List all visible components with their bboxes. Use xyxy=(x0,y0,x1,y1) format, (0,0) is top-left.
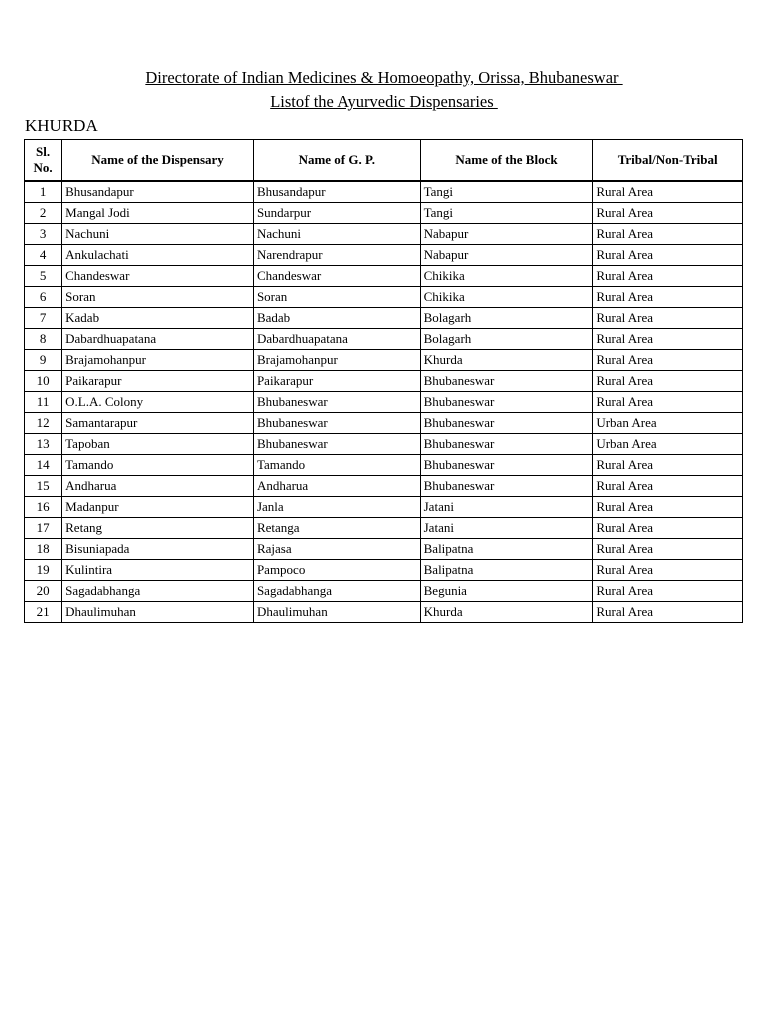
column-header-tribal: Tribal/Non-Tribal xyxy=(593,140,743,182)
cell-block-name: Begunia xyxy=(420,581,593,602)
cell-sl-no: 9 xyxy=(25,350,62,371)
table-row xyxy=(25,245,743,266)
cell-sl-no: 7 xyxy=(25,308,62,329)
cell-tribal-status: Rural Area xyxy=(593,581,743,602)
table-row xyxy=(25,560,743,581)
table-row xyxy=(25,203,743,224)
cell-tribal-status: Rural Area xyxy=(593,539,743,560)
table-row xyxy=(25,602,743,623)
cell-sl-no: 8 xyxy=(25,329,62,350)
cell-gp-name: Bhubaneswar xyxy=(253,434,420,455)
table-row xyxy=(25,371,743,392)
cell-sl-no: 13 xyxy=(25,434,62,455)
dispensary-table xyxy=(24,139,743,623)
cell-tribal-status: Rural Area xyxy=(593,329,743,350)
table-row xyxy=(25,308,743,329)
cell-sl-no: 12 xyxy=(25,413,62,434)
cell-block-name: Bhubaneswar xyxy=(420,413,593,434)
cell-gp-name: Badab xyxy=(253,308,420,329)
column-header-gp: Name of G. P. xyxy=(253,140,420,182)
cell-sl-no: 16 xyxy=(25,497,62,518)
column-header-sl-no-label: Sl. No. xyxy=(33,144,53,175)
cell-dispensary-name: Andharua xyxy=(62,476,254,497)
cell-dispensary-name: Madanpur xyxy=(62,497,254,518)
cell-sl-no: 1 xyxy=(25,181,62,203)
cell-tribal-status: Rural Area xyxy=(593,518,743,539)
column-header-block: Name of the Block xyxy=(420,140,593,182)
cell-block-name: Tangi xyxy=(420,203,593,224)
table-row xyxy=(25,266,743,287)
cell-block-name: Balipatna xyxy=(420,539,593,560)
cell-sl-no: 18 xyxy=(25,539,62,560)
cell-gp-name: Sagadabhanga xyxy=(253,581,420,602)
cell-sl-no: 15 xyxy=(25,476,62,497)
cell-block-name: Bhubaneswar xyxy=(420,455,593,476)
cell-dispensary-name: Mangal Jodi xyxy=(62,203,254,224)
table-row xyxy=(25,392,743,413)
cell-sl-no: 6 xyxy=(25,287,62,308)
cell-block-name: Jatani xyxy=(420,497,593,518)
cell-block-name: Bolagarh xyxy=(420,329,593,350)
cell-gp-name: Chandeswar xyxy=(253,266,420,287)
cell-tribal-status: Rural Area xyxy=(593,497,743,518)
cell-gp-name: Brajamohanpur xyxy=(253,350,420,371)
cell-tribal-status: Rural Area xyxy=(593,266,743,287)
table-row xyxy=(25,350,743,371)
cell-gp-name: Bhubaneswar xyxy=(253,392,420,413)
cell-tribal-status: Rural Area xyxy=(593,560,743,581)
cell-dispensary-name: Brajamohanpur xyxy=(62,350,254,371)
table-row xyxy=(25,581,743,602)
cell-tribal-status: Rural Area xyxy=(593,476,743,497)
cell-sl-no: 5 xyxy=(25,266,62,287)
cell-block-name: Khurda xyxy=(420,602,593,623)
cell-tribal-status: Rural Area xyxy=(593,181,743,203)
cell-block-name: Bolagarh xyxy=(420,308,593,329)
table-row xyxy=(25,181,743,203)
cell-tribal-status: Rural Area xyxy=(593,371,743,392)
cell-dispensary-name: O.L.A. Colony xyxy=(62,392,254,413)
table-body xyxy=(25,181,743,623)
cell-block-name: Bhubaneswar xyxy=(420,476,593,497)
cell-dispensary-name: Samantarapur xyxy=(62,413,254,434)
cell-gp-name: Narendrapur xyxy=(253,245,420,266)
cell-sl-no: 20 xyxy=(25,581,62,602)
cell-dispensary-name: Tamando xyxy=(62,455,254,476)
cell-block-name: Nabapur xyxy=(420,245,593,266)
cell-tribal-status: Rural Area xyxy=(593,308,743,329)
cell-tribal-status: Rural Area xyxy=(593,224,743,245)
cell-tribal-status: Rural Area xyxy=(593,287,743,308)
cell-block-name: Balipatna xyxy=(420,560,593,581)
cell-dispensary-name: Soran xyxy=(62,287,254,308)
cell-block-name: Chikika xyxy=(420,287,593,308)
table-header xyxy=(25,140,743,182)
cell-tribal-status: Rural Area xyxy=(593,203,743,224)
cell-gp-name: Tamando xyxy=(253,455,420,476)
table-header-row xyxy=(25,140,743,182)
cell-gp-name: Bhubaneswar xyxy=(253,413,420,434)
directorate-title: Directorate of Indian Medicines & Homoeopathy, Orissa, Bhubaneswar xyxy=(145,68,623,87)
table-row xyxy=(25,413,743,434)
cell-gp-name: Dabardhuapatana xyxy=(253,329,420,350)
cell-block-name: Bhubaneswar xyxy=(420,434,593,455)
cell-gp-name: Paikarapur xyxy=(253,371,420,392)
table-row xyxy=(25,287,743,308)
cell-sl-no: 3 xyxy=(25,224,62,245)
cell-sl-no: 19 xyxy=(25,560,62,581)
cell-sl-no: 10 xyxy=(25,371,62,392)
cell-sl-no: 11 xyxy=(25,392,62,413)
cell-gp-name: Dhaulimuhan xyxy=(253,602,420,623)
table-row xyxy=(25,539,743,560)
cell-block-name: Chikika xyxy=(420,266,593,287)
cell-tribal-status: Rural Area xyxy=(593,602,743,623)
cell-tribal-status: Rural Area xyxy=(593,350,743,371)
cell-block-name: Jatani xyxy=(420,518,593,539)
cell-tribal-status: Urban Area xyxy=(593,434,743,455)
cell-dispensary-name: Bhusandapur xyxy=(62,181,254,203)
cell-tribal-status: Urban Area xyxy=(593,413,743,434)
cell-block-name: Tangi xyxy=(420,181,593,203)
cell-block-name: Bhubaneswar xyxy=(420,392,593,413)
cell-gp-name: Sundarpur xyxy=(253,203,420,224)
cell-block-name: Khurda xyxy=(420,350,593,371)
cell-block-name: Bhubaneswar xyxy=(420,371,593,392)
cell-dispensary-name: Kulintira xyxy=(62,560,254,581)
cell-dispensary-name: Dabardhuapatana xyxy=(62,329,254,350)
table-row xyxy=(25,455,743,476)
table-row xyxy=(25,518,743,539)
cell-sl-no: 2 xyxy=(25,203,62,224)
cell-dispensary-name: Paikarapur xyxy=(62,371,254,392)
table-row xyxy=(25,224,743,245)
cell-sl-no: 4 xyxy=(25,245,62,266)
cell-sl-no: 14 xyxy=(25,455,62,476)
cell-dispensary-name: Ankulachati xyxy=(62,245,254,266)
column-header-dispensary: Name of the Dispensary xyxy=(62,140,254,182)
list-subtitle: Listof the Ayurvedic Dispensaries xyxy=(270,92,498,111)
cell-tribal-status: Rural Area xyxy=(593,392,743,413)
cell-dispensary-name: Retang xyxy=(62,518,254,539)
cell-dispensary-name: Kadab xyxy=(62,308,254,329)
cell-tribal-status: Rural Area xyxy=(593,245,743,266)
cell-gp-name: Bhusandapur xyxy=(253,181,420,203)
cell-dispensary-name: Chandeswar xyxy=(62,266,254,287)
cell-gp-name: Soran xyxy=(253,287,420,308)
cell-gp-name: Andharua xyxy=(253,476,420,497)
cell-dispensary-name: Dhaulimuhan xyxy=(62,602,254,623)
cell-tribal-status: Rural Area xyxy=(593,455,743,476)
cell-block-name: Nabapur xyxy=(420,224,593,245)
cell-gp-name: Pampoco xyxy=(253,560,420,581)
cell-dispensary-name: Bisuniapada xyxy=(62,539,254,560)
table-row xyxy=(25,497,743,518)
district-heading: KHURDA xyxy=(25,116,98,135)
table-row xyxy=(25,434,743,455)
cell-gp-name: Nachuni xyxy=(253,224,420,245)
cell-dispensary-name: Sagadabhanga xyxy=(62,581,254,602)
column-header-sl-no xyxy=(25,140,62,182)
cell-gp-name: Retanga xyxy=(253,518,420,539)
cell-sl-no: 21 xyxy=(25,602,62,623)
cell-sl-no: 17 xyxy=(25,518,62,539)
cell-gp-name: Janla xyxy=(253,497,420,518)
cell-gp-name: Rajasa xyxy=(253,539,420,560)
table-row xyxy=(25,476,743,497)
table-row xyxy=(25,329,743,350)
document-header xyxy=(0,66,768,114)
cell-dispensary-name: Tapoban xyxy=(62,434,254,455)
cell-dispensary-name: Nachuni xyxy=(62,224,254,245)
